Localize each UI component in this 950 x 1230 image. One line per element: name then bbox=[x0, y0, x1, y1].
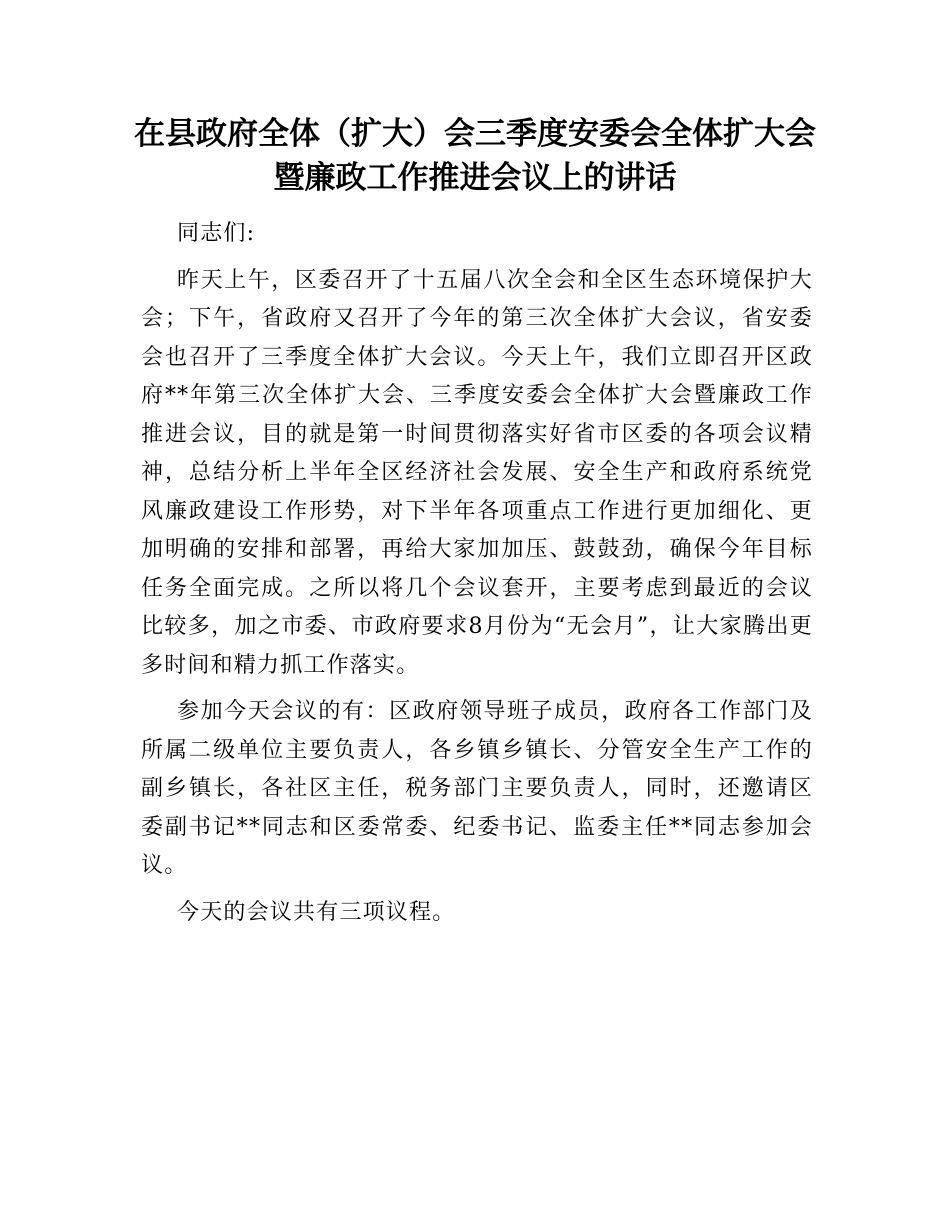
paragraph-opening: 昨天上午，区委召开了十五届八次全会和全区生态环境保护大会；下午，省政府又召开了今年的第三次全体扩大会议，省安委会也召开了三季度全体扩大会议。今天上午，我们立即召开区政府**年第三次全体扩大会、三季度安委会全体扩大会暨廉政工作推进会议，目的就是第一时间贯彻落实好省市区委的各项会议精神，总结分析上半年全区经济社会发展、安全生产和政府系统党风廉政建设工作形势，对下半年各项重点工作进行更加细化、更加明确的安排和部署，再给大家加加压、鼓鼓劲，确保今年目标任务全面完成。之所以将几个会议套开，主要考虑到最近的会议比较多，加之市委、市政府要求8月份为“无会月”，让大家腾出更多时间和精力抓工作落实。 bbox=[141, 267, 813, 678]
document-title: 在县政府全体（扩大）会三季度安委会全体扩大会暨廉政工作推进会议上的讲话 bbox=[134, 116, 816, 196]
paragraph-attendees: 参加今天会议的有：区政府领导班子成员，政府各工作部门及所属二级单位主要负责人，各乡镇乡镇长、分管安全生产工作的副乡镇长，各社区主任，税务部门主要负责人，同时，还邀请区委副书记**同志和区委常委、纪委书记、监委主任**同志参加会议。 bbox=[141, 699, 813, 878]
paragraph-agenda: 今天的会议共有三项议程。 bbox=[177, 899, 456, 925]
salutation: 同志们: bbox=[177, 221, 256, 246]
document-body bbox=[141, 215, 813, 940]
